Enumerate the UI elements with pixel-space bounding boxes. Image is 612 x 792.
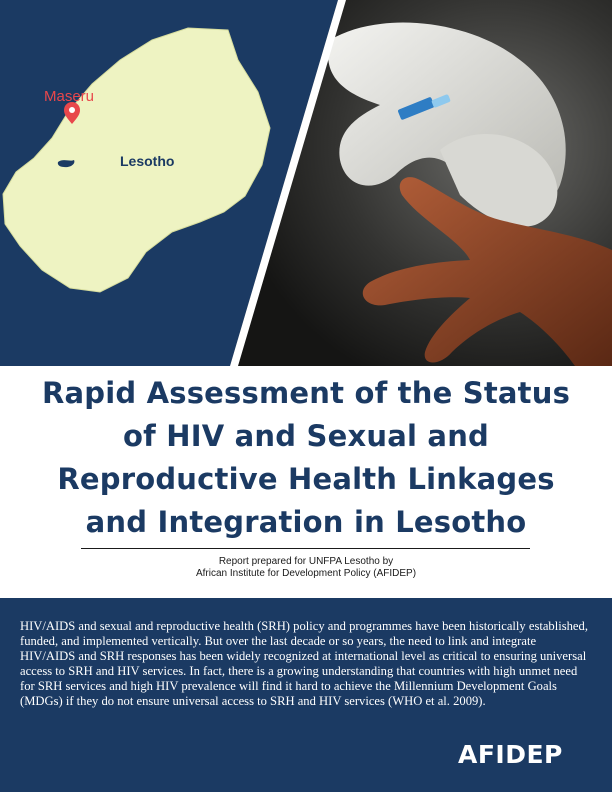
brand-logo: AFIDEP [458,740,563,769]
map-city-label: Maseru [44,88,95,105]
hero-artwork [0,0,612,366]
report-title [0,372,612,544]
title-line: and Integration in Lesotho [85,505,527,539]
title-line: of HIV and Sexual and [123,419,489,453]
credit-line: African Institute for Development Policy (AFIDEP) [195,568,417,579]
title-line: Rapid Assessment of the Status [41,376,571,410]
credit-block [0,556,612,580]
summary-text: HIV/AIDS and sexual and reproductive health (SRH) policy and programmes have been historically established, funded, and implemented vertically. But over the last decade or so years, the need to link and integrate HIV/AIDS and SRH responses has been widely recognized at international level as critical to ensuring universal access to SRH and HIV services. In fact, there is a growing understanding that countries with high unmet need for SRH services and high HIV prevalence will find it hard to achieve the Millennium Development Goals (MDGs) if they do not ensure universal access to SRH and HIV services (WHO et al. 2009). [20,619,588,708]
title-divider [81,548,530,549]
title-line: Reproductive Health Linkages [57,462,555,496]
map-country-label: Lesotho [120,153,175,169]
hero-banner [0,0,612,366]
credit-line: Report prepared for UNFPA Lesotho by [218,556,394,567]
